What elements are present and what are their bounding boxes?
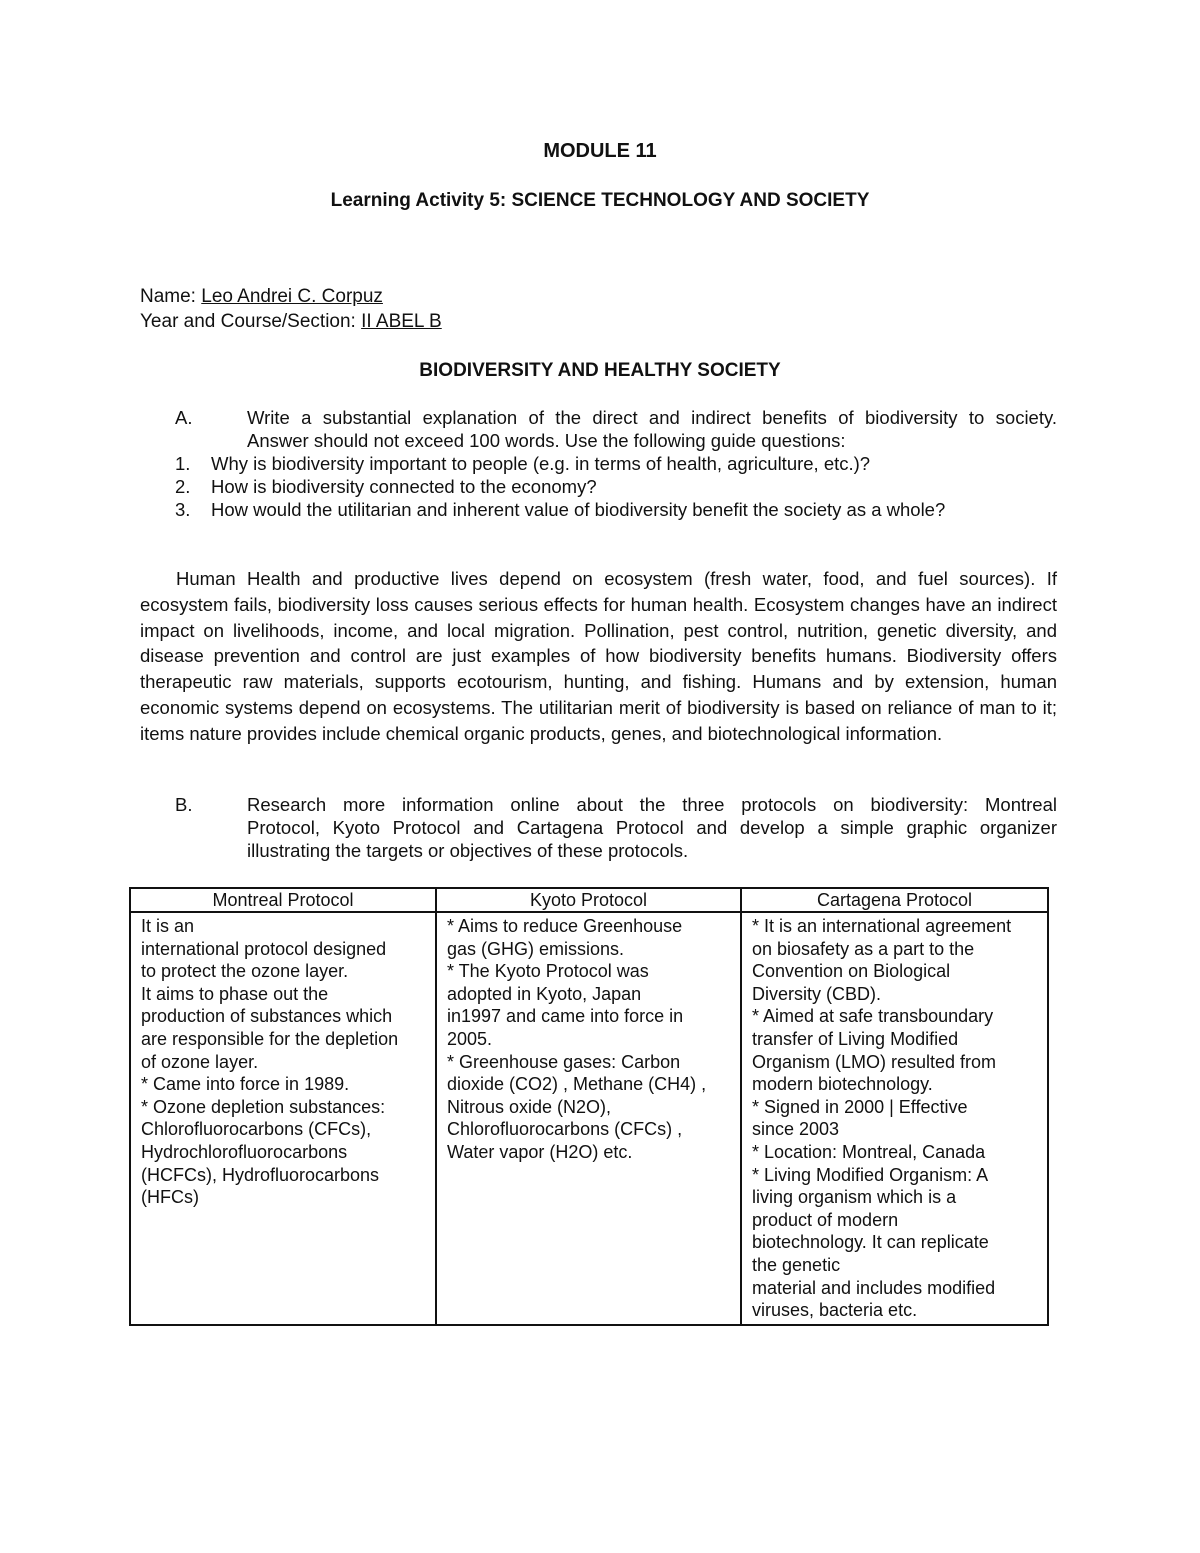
question-text: How is biodiversity connected to the economy? [211,476,597,497]
kyoto-cell [436,912,741,1325]
part-b-label: B. [175,794,193,815]
cell-text-line: Organism (LMO) resulted from [752,1051,997,1072]
cell-text-line: * Location: Montreal, Canada [752,1141,986,1162]
cell-text-line: production of substances which [141,1006,393,1027]
list-item [175,498,1057,521]
name-line [140,286,383,308]
cell-text-line: to protect the ozone layer. [141,961,349,982]
part-a-label: A. [175,407,193,428]
year-course-label: Year and Course/Section: [140,311,362,332]
montreal-cell [130,912,436,1325]
cell-text-line: * Signed in 2000 | Effective [752,1096,968,1117]
cell-text-line: * The Kyoto Protocol was [447,961,649,982]
cell-text-line: since 2003 [752,1119,840,1140]
table-row [130,912,1048,1325]
table-header-row [130,888,1048,912]
cell-text-line: international protocol designed [141,938,387,959]
part-a-line-2: Answer should not exceed 100 words. Use the following guide questions: [247,430,846,451]
question-number: 3. [175,499,191,520]
name-label: Name: [140,286,202,307]
cell-text-line: of ozone layer. [141,1051,259,1072]
cell-text-line: transfer of Living Modified [752,1028,959,1049]
cell-text-line: * Greenhouse gases: Carbon [447,1051,681,1072]
cell-text-line: on biosafety as a part to the [752,938,975,959]
cell-text-line: Diversity (CBD). [752,983,881,1004]
cell-text-line: Nitrous oxide (N2O), [447,1096,612,1117]
cell-text-line: dioxide (CO2) , Methane (CH4) , [447,1074,707,1095]
cell-text-line: gas (GHG) emissions. [447,938,625,959]
header-cartagena: Cartagena Protocol [741,888,1048,912]
name-value: Leo Andrei C. Corpuz [201,286,383,307]
cell-text-line: It aims to phase out the [141,983,329,1004]
cell-text-line: living organism which is a [752,1187,957,1208]
cell-text-line: (HFCs) [141,1187,199,1208]
cell-text-line: * Aimed at safe transboundary [752,1006,994,1027]
section-heading: BIODIVERSITY AND HEALTHY SOCIETY [419,360,781,381]
cell-text-line: Chlorofluorocarbons (CFCs) , [447,1119,683,1140]
cartagena-cell [741,912,1048,1325]
part-a-line-1: Write a substantial explanation of the direct and indirect benefits of biodiversity to society. [247,407,1057,428]
cell-text-line: (HCFCs), Hydrofluorocarbons [141,1164,380,1185]
cell-text-line: It is an [141,916,195,936]
cell-text-line: modern biotechnology. [752,1074,933,1095]
year-course-line [140,311,442,333]
cell-text-line: Water vapor (H2O) etc. [447,1141,633,1162]
cell-text-line: in1997 and came into force in [447,1006,684,1027]
cell-text-line: adopted in Kyoto, Japan [447,983,642,1004]
guide-questions [175,452,1057,521]
answer-paragraph: Human Health and productive lives depend on ecosystem (fresh water, food, and fuel sources). If ecosystem fails, biodiversity loss causes serious effects for human health. Ecosystem changes have an indirect impact on livelihoods, income, and local migration. Pollination, pest control, nutrition, genetic diversity, and disease prevention and control are just examples of how biodiversity benefits humans. Biodiversity offers therapeutic raw materials, supports ecotourism, hunting, and fishing. Humans and by extension, human economic systems depend on ecosystems. The utilitarian merit of biodiversity is based on reliance of man to it; items nature provides include chemical organic products, genes, and biotechnological information. [140,568,1057,744]
list-item [175,452,1057,475]
part-b-line-2: Protocol, Kyoto Protocol and Cartagena Protocol and develop a simple graphic organizer [247,817,1057,838]
header-kyoto: Kyoto Protocol [436,888,741,912]
cell-text-line: product of modern [752,1209,899,1230]
part-a-instruction [175,406,1057,452]
cell-text-line: Hydrochlorofluorocarbons [141,1141,348,1162]
cell-text-line: * Living Modified Organism: A [752,1164,989,1185]
cell-text-line: * Came into force in 1989. [141,1074,350,1095]
protocols-table [129,887,1049,1326]
cell-text-line: viruses, bacteria etc. [752,1300,918,1321]
page-title: MODULE 11 [543,140,657,162]
cell-text-line: biotechnology. It can replicate [752,1232,989,1253]
cell-text-line: Chlorofluorocarbons (CFCs), [141,1119,372,1140]
year-course-value: II ABEL B [361,311,442,332]
cell-text-line: 2005. [447,1028,493,1049]
activity-subtitle: Learning Activity 5: SCIENCE TECHNOLOGY AND SOCIETY [330,190,870,211]
cell-text-line: * Ozone depletion substances: [141,1096,386,1117]
question-text: How would the utilitarian and inherent value of biodiversity benefit the society as a whole? [211,499,946,520]
cell-text-line: material and includes modified [752,1277,996,1298]
question-number: 2. [175,476,191,497]
part-b-instruction [175,793,1057,862]
cell-text-line: Convention on Biological [752,961,951,982]
question-number: 1. [175,453,191,474]
cell-text-line: * It is an international agreement [752,916,1012,936]
list-item [175,475,1057,498]
cell-text-line: the genetic [752,1254,841,1275]
cell-text-line: * Aims to reduce Greenhouse [447,916,683,936]
header-montreal: Montreal Protocol [130,888,436,912]
question-text: Why is biodiversity important to people (e.g. in terms of health, agriculture, etc.)? [211,453,871,474]
cell-text-line: are responsible for the depletion [141,1028,399,1049]
part-b-line-1: Research more information online about the three protocols on biodiversity: Montreal [247,794,1057,815]
part-b-line-3: illustrating the targets or objectives of these protocols. [247,840,689,861]
